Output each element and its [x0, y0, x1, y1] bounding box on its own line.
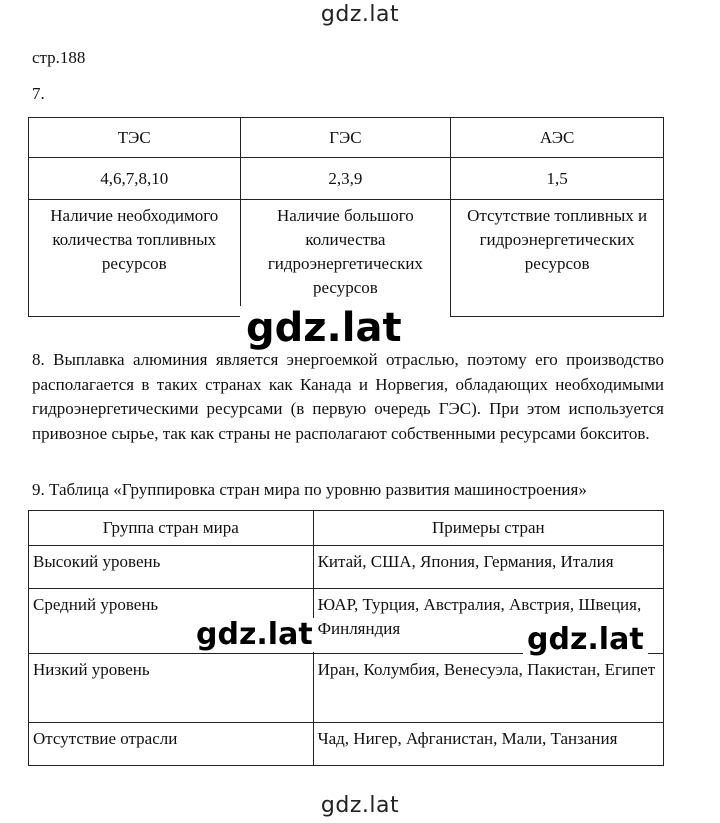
watermark-left: gdz.lat — [192, 618, 317, 652]
table-row — [29, 654, 664, 723]
desc-aes: Отсутствие топливных и гидроэнергетических ресурсов — [451, 200, 664, 317]
header-examples: Примеры стран — [313, 511, 663, 546]
group-cell: Высокий уровень — [29, 546, 314, 589]
header-aes: АЭС — [451, 118, 664, 158]
examples-cell: Китай, США, Япония, Германия, Италия — [313, 546, 663, 589]
watermark-right: gdz.lat — [523, 623, 648, 657]
power-plants-table — [28, 117, 664, 317]
examples-cell: ЮАР, Турция, Австралия, Австрия, Швеция, Финляндия — [313, 589, 663, 654]
desc-ges: Наличие большого количества гидроэнергетических ресурсов — [240, 200, 451, 317]
watermark-bottom: gdz.lat — [320, 793, 400, 818]
table-row — [29, 546, 664, 589]
header-ges: ГЭС — [240, 118, 451, 158]
numbers-ges: 2,3,9 — [240, 158, 451, 200]
header-tes: ТЭС — [29, 118, 241, 158]
group-cell: Низкий уровень — [29, 654, 314, 723]
table-row — [29, 158, 664, 200]
table-row — [29, 723, 664, 766]
watermark-center: gdz.lat — [240, 306, 408, 350]
examples-cell: Чад, Нигер, Афганистан, Мали, Танзания — [313, 723, 663, 766]
numbers-aes: 1,5 — [451, 158, 664, 200]
header-group: Группа стран мира — [29, 511, 314, 546]
question-8-answer: 8. Выплавка алюминия является энергоемкой отраслью, поэтому его производство располагается в таких странах как Канада и Норвегия, обладающих необходимыми гидроэнергетическими ресурсами (в первую очередь ГЭС). При этом используется привозное сырье, так как страны не располагают собственными ресурсами бокситов. — [32, 350, 664, 443]
group-cell: Отсутствие отрасли — [29, 723, 314, 766]
group-cell: Средний уровень — [29, 589, 314, 654]
table-header-row — [29, 511, 664, 546]
watermark-top: gdz.lat — [320, 2, 400, 27]
numbers-tes: 4,6,7,8,10 — [29, 158, 241, 200]
question-7-number: 7. — [32, 84, 45, 103]
question-9-title: 9. Таблица «Группировка стран мира по уровню развития машиностроения» — [32, 480, 587, 499]
page-reference: стр.188 — [32, 48, 86, 67]
examples-cell: Иран, Колумбия, Венесуэла, Пакистан, Египет — [313, 654, 663, 723]
desc-tes: Наличие необходимого количества топливных ресурсов — [29, 200, 241, 317]
table-header-row — [29, 118, 664, 158]
table-row — [29, 200, 664, 317]
